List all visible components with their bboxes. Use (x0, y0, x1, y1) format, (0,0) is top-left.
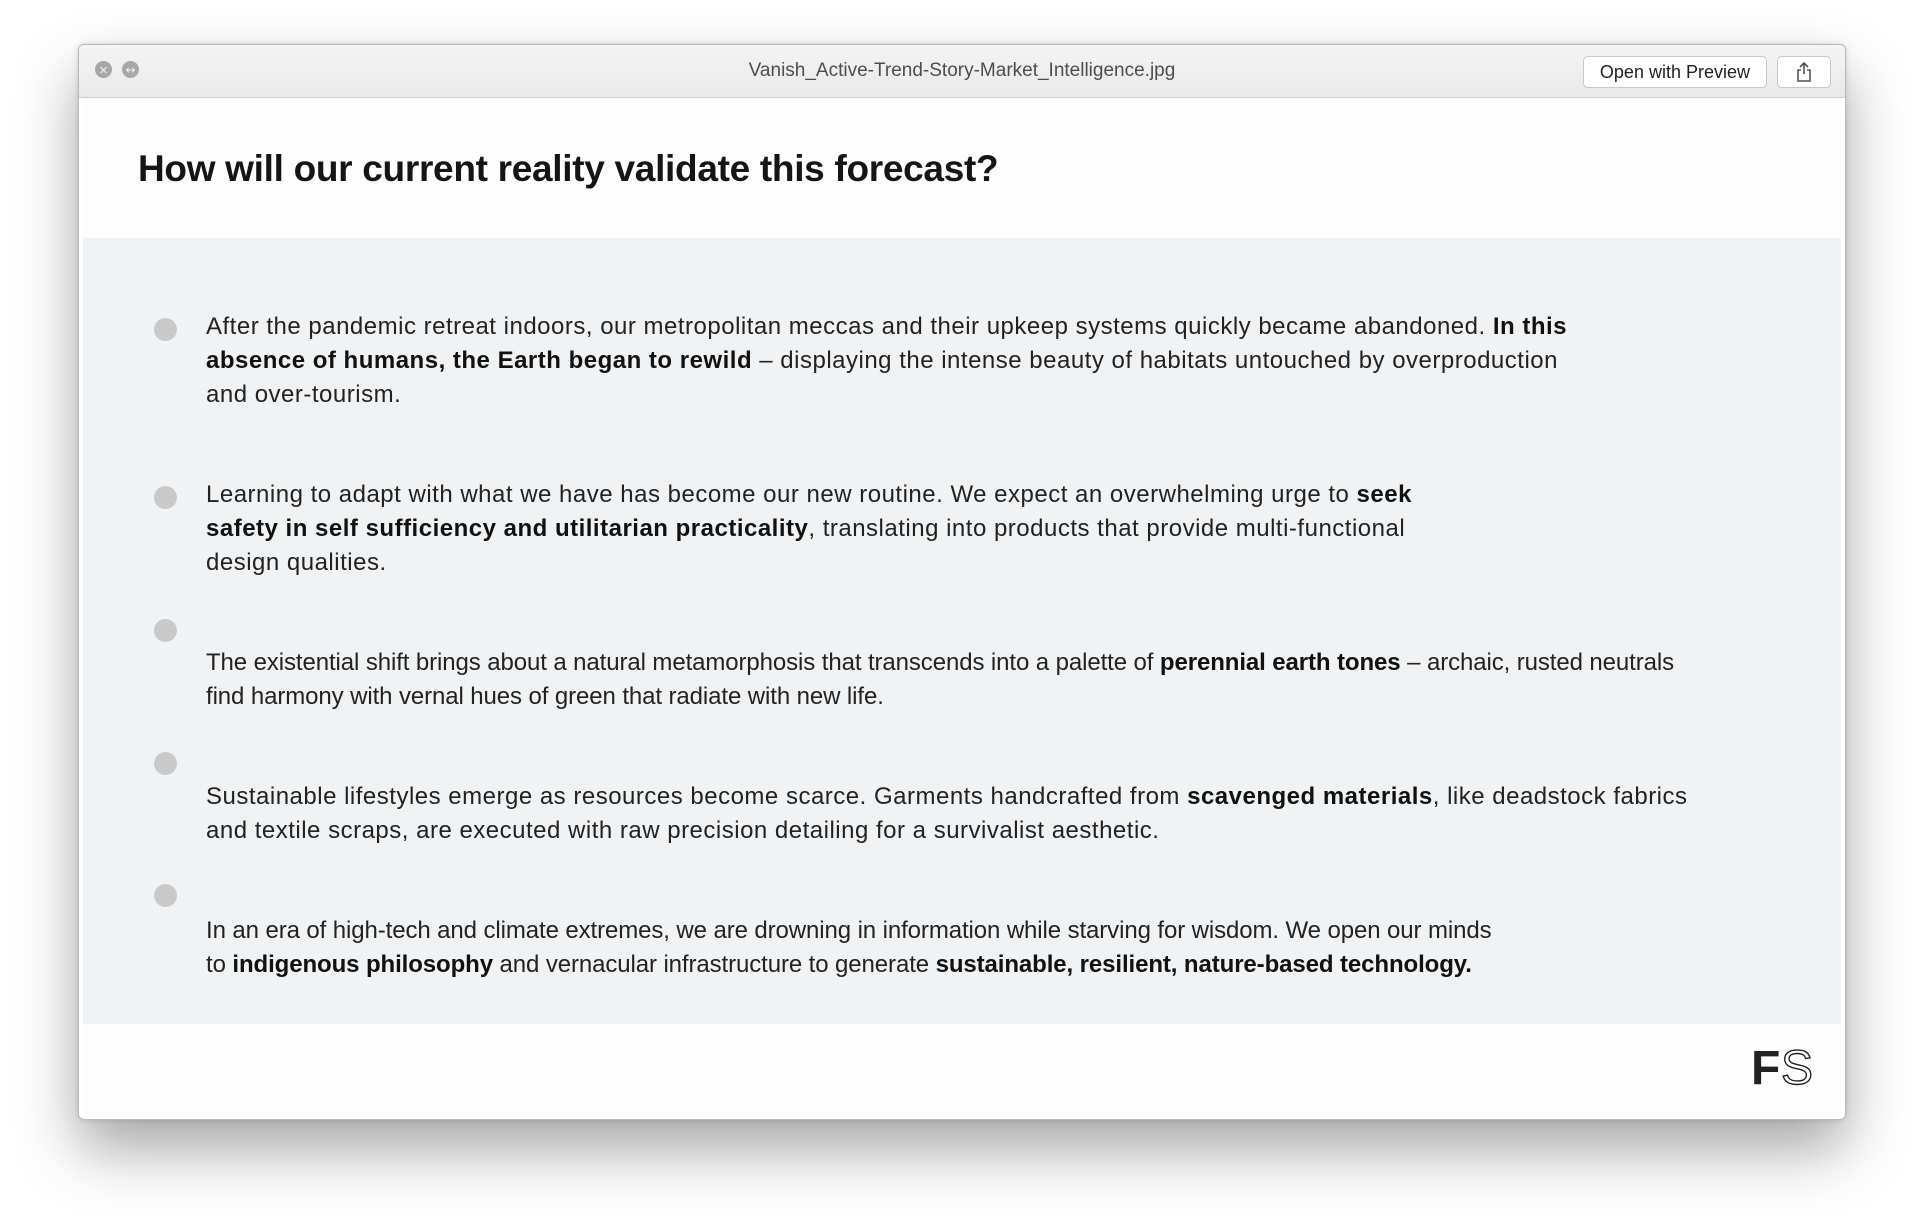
slide-header (83, 98, 1841, 238)
point-3-text (206, 646, 1696, 714)
quicklook-window (78, 44, 1846, 1120)
body-text: Sustainable lifestyles emerge as resources become scarce. Garments handcrafted from (206, 783, 1188, 810)
body-text: The existential shift brings about a natural metamorphosis that transcends into a palette of (206, 649, 1160, 676)
emphasis-text: In this absence of humans, the Earth began to rewild (206, 313, 1568, 374)
bullet-dot (154, 486, 177, 509)
share-icon (1796, 62, 1812, 82)
body-text: and vernacular infrastructure to generate (492, 951, 936, 978)
points-panel (83, 238, 1841, 1024)
body-text: , like deadstock fabrics and textile scraps, are executed with raw precision detailing for a survivalist aesthetic. (206, 783, 1688, 844)
svg-text:F: F (1751, 1044, 1781, 1088)
emphasis-text: sustainable, resilient, nature-based technology. (935, 951, 1472, 978)
close-icon[interactable]: × (95, 61, 112, 78)
bullet-dot (154, 884, 177, 907)
point-2-text (206, 478, 1456, 580)
bullet-dot (154, 619, 177, 642)
body-text: Learning to adapt with what we have has become our new routine. We expect an overwhelming urge to (206, 481, 1357, 508)
slide-footer (83, 1024, 1841, 1115)
bullet-dot (154, 318, 177, 341)
slide-heading: How will our current reality validate this forecast? (138, 148, 999, 189)
point-4-text (206, 780, 1696, 848)
body-text: , translating into products that provide multi-functional design qualities. (206, 515, 1406, 576)
emphasis-text: seek safety in self sufficiency and utilitarian practicality (206, 481, 1412, 542)
share-button[interactable] (1777, 56, 1831, 88)
fs-logo (1751, 1044, 1819, 1088)
svg-text:S: S (1781, 1044, 1814, 1088)
fullscreen-icon[interactable]: ↔ (122, 61, 139, 78)
point-5-text (206, 914, 1506, 982)
emphasis-text: perennial earth tones (1159, 649, 1401, 676)
body-text: – archaic, rusted neutrals find harmony with vernal hues of green that radiate with new life. (206, 649, 1675, 710)
open-with-preview-button[interactable]: Open with Preview (1583, 56, 1767, 88)
body-text: After the pandemic retreat indoors, our metropolitan meccas and their upkeep systems quickly became abandoned. (206, 313, 1493, 340)
window-title: Vanish_Active-Trend-Story-Market_Intelligence.jpg (748, 60, 1176, 81)
point-1-text (206, 310, 1586, 412)
emphasis-text: scavenged materials (1187, 783, 1433, 810)
image-content (83, 98, 1841, 1115)
bullet-dot (154, 752, 177, 775)
emphasis-text: indigenous philosophy (232, 951, 493, 978)
body-text: – displaying the intense beauty of habitats untouched by overproduction and over-tourism. (206, 347, 1558, 408)
title-bar[interactable] (79, 45, 1845, 98)
body-text: In an era of high-tech and climate extremes, we are drowning in information while starving for wisdom. We open our minds to (206, 917, 1492, 978)
